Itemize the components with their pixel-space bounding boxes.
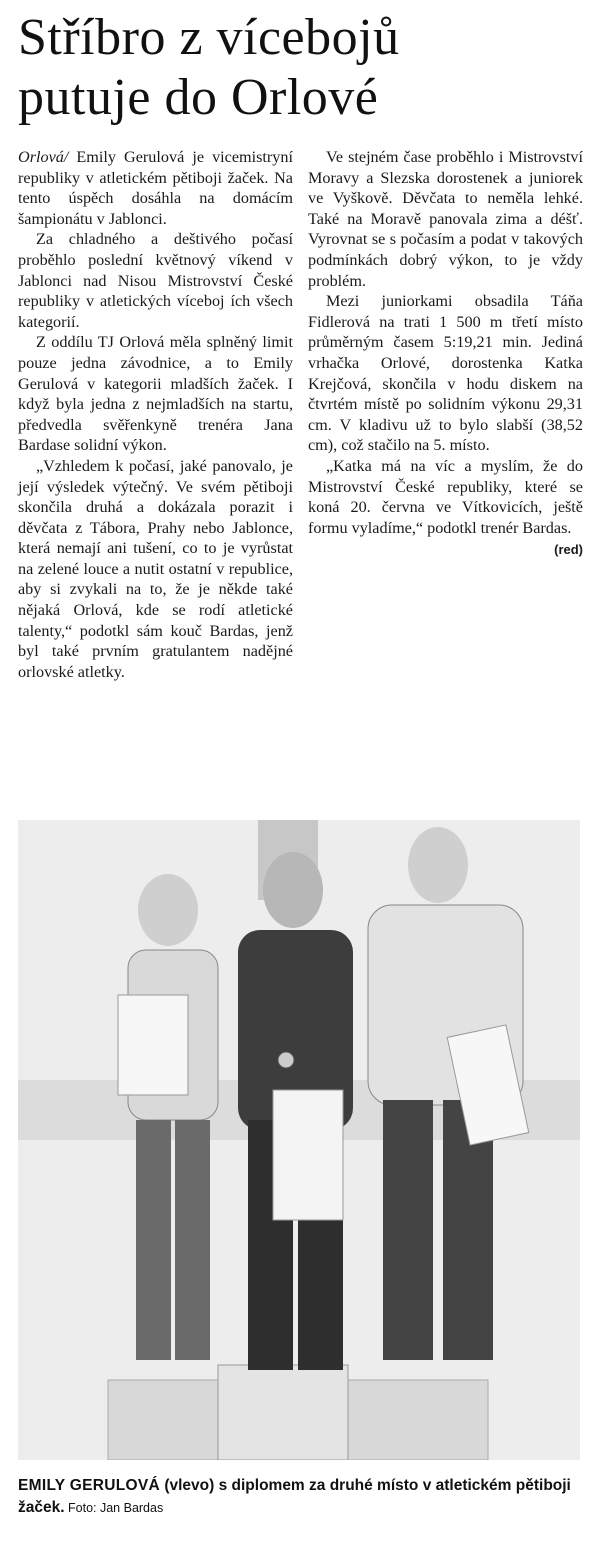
photo-credit: Foto: Jan Bardas <box>64 1501 164 1515</box>
paragraph-7: „Katka má na víc a myslím, že do Mistrovství České republiky, které se koná 20. června ve Vítkovicích, ještě formu vyladíme,“ podotkl trenér Bardas. <box>308 456 583 537</box>
paragraph-2: Za chladného a deštivého počasí proběhlo poslední květnový víkend v Jablonci nad Nisou Mistrovství České republiky v atletických víceboj ích všech kategorií. <box>18 230 293 331</box>
paragraph-1 <box>18 147 293 229</box>
caption-text: (vlevo) s diplomem za druhé místo v atletickém pětiboji žaček. <box>18 1477 571 1516</box>
headline-line-1: Stříbro z vícebojů <box>18 9 400 66</box>
article-column-left <box>18 147 293 682</box>
photo-caption <box>18 1475 583 1519</box>
paragraph-1-text: Emily Gerulová je vicemistryní republiky v atletickém pětiboji žaček. Na tento úspěch dosáhla na domácím šampionátu v Jablonci. <box>18 148 293 228</box>
author-signature: (red) <box>554 542 583 558</box>
podium-photo-illustration <box>18 820 580 1460</box>
article-headline <box>18 8 588 128</box>
podium-photo <box>18 820 580 1460</box>
paragraph-5: Ve stejném čase proběhlo i Mistrovství Moravy a Slezska dorostenek a juniorek ve Vyškově. Děvčata to neměla lehké. Také na Moravě panovala zima a déšť. Vyrovnat se s počasím a podat v takových podmínkách dobrý výkon, to je vždy problém. <box>308 148 583 290</box>
dateline: Orlová/ <box>18 148 69 166</box>
article-column-right <box>308 147 583 561</box>
headline-line-2: putuje do Orlové <box>18 69 379 126</box>
paragraph-3: Z oddílu TJ Orlová měla splněný limit pouze jedna závodnice, a to Emily Gerulová v kategorii mladších žaček. I když byla jedna z nejmladších na startu, předvedla svěřenkyně trenéra Jana Bardase solidní výkon. <box>18 333 293 455</box>
paragraph-4: „Vzhledem k počasí, jaké panovalo, je její výsledek výtečný. Ve svém pětiboji skončila druhá a dokázala porazit i děvčata z Tábora, Prahy nebo Jablonce, která nemají ani tušení, co to je vyrůstat na zelené louce a nutit ostatní v republice, aby si zvykali na to, že je někde také nějaká Orlová, kde se rodí atletické talenty,“ podotkl sám kouč Bardas, jenž byl také prvním gratulantem nadějné orlovské atletky. <box>18 456 293 681</box>
paragraph-6: Mezi juniorkami obsadila Táňa Fidlerová na trati 1 500 m třetí místo průměrným časem 5:19,21 min. Jediná vrhačka Orlové, dorostenka Katka Krejčová, skončila v hodu diskem na čtvrtém místě po solidním výkonu 29,31 cm. V kladivu už to bylo slabší (38,52 cm), což stačilo na 5. místo. <box>308 292 583 455</box>
caption-name: EMILY GERULOVÁ <box>18 1477 161 1494</box>
